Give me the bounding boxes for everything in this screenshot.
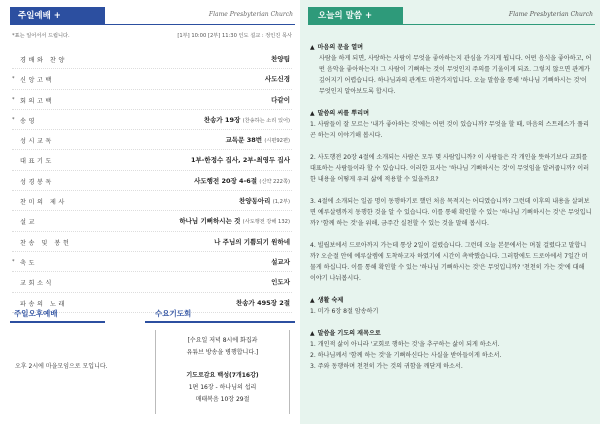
order-value-main: 하나님 기뻐하시는 것: [179, 217, 241, 226]
right-page: [300, 0, 600, 424]
order-row: [12, 232, 292, 252]
order-value-main: 찬송가 495장 2절: [235, 298, 290, 307]
wednesday-prayer-title: 수요기도회: [145, 307, 295, 323]
order-value-main: 1부-한정수 집사, 2부-최영두 집사: [190, 156, 290, 165]
wednesday-line: 유튜브 방송을 병행합니다.]: [186, 349, 259, 356]
homework-heading: [310, 295, 592, 306]
order-row: [12, 69, 292, 89]
worship-note: [12, 32, 292, 42]
word-header: [308, 7, 595, 25]
prayer-item: 2. 하나님께서 '함께 하는 것'을 기뻐하신다는 사실을 받아들이게 하소서.: [310, 352, 502, 359]
order-label: 성경봉독: [20, 178, 54, 186]
question: 4. 빌립보에서 드로아까지 가는데 통상 2일이 걸렸습니다. 그런데 오늘 본문에서는 며칠 걸렸다고 말합니까? 오순절 안에 예루살렘에 도착하고자 하였기에 시간이 촉박했습니다. 그러함에도 드로아에서 7일간 머물게 하십니다. 이를 통해 확인할 수 있는 '하나님 기뻐하시는 것'은 무엇입니까? '천천히 가는 것'에 대해 이야기 나눠봅시다.: [310, 242, 588, 282]
order-value-main: 다같이: [271, 95, 290, 104]
order-value: [265, 74, 290, 83]
order-value: [194, 176, 290, 185]
order-value: [214, 237, 290, 246]
order-value-sub: (시편92편): [264, 138, 290, 145]
order-value: [271, 54, 290, 63]
order-row: [12, 150, 292, 170]
standing-note: *표는 일어서서 드립니다.: [12, 33, 70, 39]
order-label: 축도: [20, 259, 37, 267]
question: 2. 사도행전 20장 4절에 소개되는 사람은 모두 몇 사람입니까? 이 사람들은 각 개인을 뜻하기보다 교회를 대표하는 사람들이라 할 수 있습니다. 이러한 묘사는 '하나님 기뻐하시는 것'이 무엇임을 알려줍니까? 이러한 내용을 어떻게 우리 삶에 적용할 수 있을까요?: [310, 154, 590, 183]
order-value-sub: (사도행전 강해 132): [242, 219, 290, 226]
order-value: [191, 155, 290, 164]
intro-text: 사람을 하게 되면, 사랑하는 사람이 무엇을 좋아하는지 관심을 가지게 됩니다. 어떤 음식을 좋아하고, 어떤 음악을 좋아하는지! 그 사람이 기뻐하는 것이 무엇인지 주의를 기울이게 되죠. 그렇지 않으면 관계가 깊어지기 어렵습니다. 하나님과의 관계도 마찬가지입니다. 오늘 말씀을 통해 '하나님 기뻐하시는 것'이 무엇인지 알아보도록 합시다.: [319, 55, 592, 95]
wednesday-line: 기도로감요 백성(7개16강): [186, 372, 259, 379]
standing-mark: *: [12, 116, 15, 123]
order-value: [204, 115, 290, 124]
prayer-item: 1. 개인적 삶이 아니라 '교회로 행하는 것'을 추구하는 삶이 되게 하소서.: [310, 341, 500, 348]
triangle-icon: ▲: [310, 330, 315, 337]
order-value-sub: (신약 222쪽): [259, 178, 290, 185]
order-label: 신앙고백: [20, 77, 54, 85]
order-value-main: 교독문 38번: [225, 136, 263, 145]
order-label: 파송의 노래: [20, 300, 67, 308]
order-label: 대표기도: [20, 158, 54, 166]
question: 3. 4절에 소개되는 일곱 명이 동행하기로 했던 처음 목적지는 어디였습니까? 그런데 이후의 내용을 살펴보면 예루살렘까지 동행한 것을 알 수 있습니다. 이를 통해 확인할 수 있는 '하나님 기뻐하시는 것'은 무엇입니까? '함께 하는 것'을 위해, 금주간 실천할 수 있는 것을 말해 봅시다.: [310, 198, 592, 227]
homework-title: 생활 숙제: [317, 297, 344, 304]
church-brand: Flame Presbyterian Church: [508, 11, 593, 18]
order-value-main: 사도행전 20장 4-6절: [194, 176, 258, 185]
order-label: 경배와 찬양: [20, 57, 67, 64]
triangle-icon: ▲: [310, 44, 315, 51]
order-of-worship: [12, 49, 292, 313]
triangle-icon: ▲: [310, 297, 315, 304]
standing-mark: *: [12, 258, 15, 265]
order-value-sub: (찬송하는 소리 있어): [242, 117, 290, 124]
study-body: [310, 42, 592, 372]
order-label: 송영: [20, 117, 37, 125]
order-value-main: 설교자: [271, 257, 290, 266]
order-row: [12, 191, 292, 211]
prayer-heading: [310, 328, 592, 339]
question: 1. 사람들이 잘 모르는 '내가 좋아하는 것'에는 어떤 것이 있습니까? 무엇을 할 때, 마음의 스트레스가 풀리곤 하는지 이야기해 봅시다.: [310, 121, 589, 139]
triangle-icon: ▲: [310, 110, 315, 117]
order-value-main: 사도신경: [264, 75, 290, 84]
order-value-main: 인도자: [271, 278, 290, 287]
order-row: [12, 211, 292, 231]
intro-heading: [310, 42, 592, 53]
roots-title: 말씀의 씨를 뿌리며: [317, 110, 369, 117]
worship-tab: 주일예배 +: [10, 7, 105, 25]
order-row: [12, 171, 292, 191]
prayer-item: 3. 주와 동행하며 천천히 가는 것의 귀함을 깨닫게 하소서.: [310, 363, 463, 370]
order-value: [271, 95, 290, 104]
order-value: [271, 257, 290, 266]
afternoon-worship-title: 주일오후예배: [10, 307, 105, 323]
wednesday-line: [수요일 저녁 8시에 화집과: [187, 337, 258, 344]
roots-heading: [310, 108, 592, 119]
order-row: [12, 252, 292, 272]
order-value-main: 찬송가 19장: [203, 115, 241, 124]
order-value-main: 찬양동아리: [239, 197, 271, 206]
worship-header: [10, 7, 295, 25]
order-row: [12, 272, 292, 292]
standing-mark: *: [12, 76, 15, 83]
order-row: [12, 49, 292, 69]
order-value: [226, 135, 290, 144]
afternoon-worship-text: 오후 2시에 마을모임으로 모입니다.: [15, 363, 108, 370]
order-value: [179, 216, 290, 225]
wednesday-line: 매태복음 10장 29절: [195, 396, 250, 403]
standing-mark: *: [12, 96, 15, 103]
sub-section-headers: [10, 307, 295, 323]
order-label: 교회소식: [20, 280, 54, 288]
wednesday-line: 1편 16장 - 하나님의 섭리: [188, 384, 257, 391]
church-brand: Flame Presbyterian Church: [208, 11, 293, 18]
order-label: 설교: [20, 219, 37, 227]
order-value-main: 찬양팀: [271, 55, 290, 63]
wednesday-prayer-box: [155, 330, 290, 414]
order-row: [12, 130, 292, 150]
homework-item: 1. 미가 6장 8절 암송하기: [310, 308, 379, 315]
order-row: [12, 110, 292, 130]
order-label: 회의고백: [20, 97, 54, 105]
intro-title: 마음의 문을 열며: [317, 44, 364, 51]
order-value: [271, 277, 290, 286]
order-label: 찬미의 제사: [20, 199, 67, 207]
word-tab: 오늘의 말씀 +: [308, 7, 403, 25]
order-value-main: 나 주님의 기쁨되기 원하네: [214, 237, 290, 246]
order-label: 찬송 및 봉헌: [20, 239, 72, 247]
service-times: [1부] 10:00 [2부] 11:30 인도 설교 : 정인진 목사: [177, 33, 292, 39]
order-value: [236, 298, 290, 307]
order-label: 성시교독: [20, 138, 54, 146]
order-value-sub: (1,2부): [272, 199, 290, 206]
order-row: [12, 90, 292, 110]
order-value: [239, 196, 290, 205]
prayer-title: 말씀을 기도의 재목으로: [317, 330, 381, 337]
